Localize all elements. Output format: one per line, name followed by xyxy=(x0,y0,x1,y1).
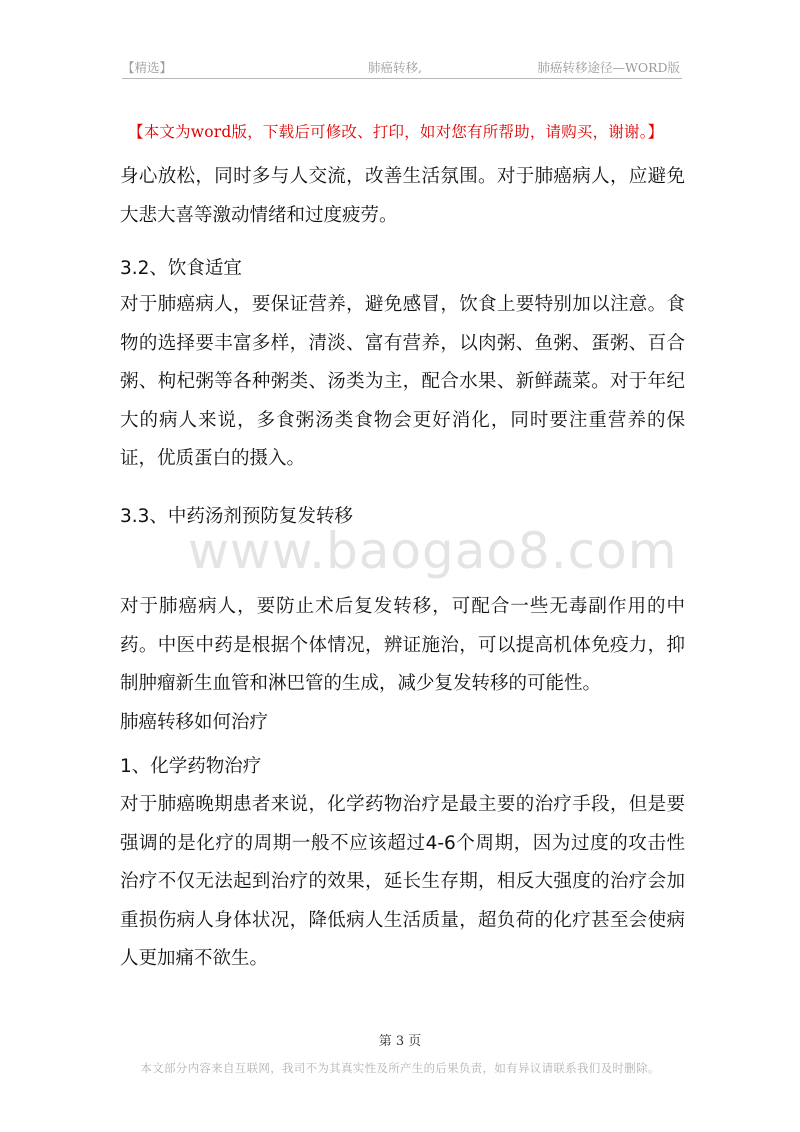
header-left-tag: 【精选】 xyxy=(122,60,173,75)
paragraph-diet: 对于肺癌病人，要保证营养，避免感冒，饮食上要特别加以注意。食物的选择要丰富多样，清淡、富有营养，以肉粥、鱼粥、蛋粥、百合粥、枸杞粥等各种粥类、汤类为主，配合水果、新鲜蔬菜。对于年纪大的病人来说，多食粥汤类食物会更好消化，同时要注重营养的保证，优质蛋白的摄入。 xyxy=(120,294,685,469)
paragraph-mind-relax: 身心放松，同时多与人交流，改善生活氛围。对于肺癌病人，应避免大悲大喜等激动情绪和过度疲劳。 xyxy=(120,166,685,226)
footer-disclaimer: 本文部分内容来自互联网，我司不为其真实性及所产生的后果负责，如有异议请联系我们及时删除。 xyxy=(140,1061,660,1075)
section-heading-treatment: 肺癌转移如何治疗 xyxy=(120,712,269,733)
watermark: www.baogao8.com xyxy=(188,522,678,580)
paragraph-chemotherapy: 对于肺癌晚期患者来说，化学药物治疗是最主要的治疗手段，但是要强调的是化疗的周期一般不应该超过4-6个周期，因为过度的攻击性治疗不仅无法起到治疗的效果，延长生存期，相反大强度的治疗会加重损伤病人身体状况，降低病人生活质量，超负荷的化疗甚至会使病人更加痛不欲生。 xyxy=(120,794,685,969)
page-number: 第 3 页 xyxy=(378,1034,422,1049)
section-heading-chemotherapy: 1、化学药物治疗 xyxy=(120,756,262,777)
paragraph-tcm: 对于肺癌病人，要防止术后复发转移，可配合一些无毒副作用的中药。中医中药是根据个体情况，辨证施治，可以提高机体免疫力，抑制肿瘤新生血管和淋巴管的生成，减少复发转移的可能性。 xyxy=(120,596,685,694)
header-right-title: 肺癌转移途径—WORD版 xyxy=(537,60,680,75)
page-header xyxy=(122,54,682,79)
purchase-notice: 【本文为word版，下载后可修改、打印，如对您有所帮助，请购买，谢谢。】 xyxy=(128,123,664,141)
section-heading-tcm: 3.3、中药汤剂预防复发转移 xyxy=(120,506,353,527)
header-middle-title: 肺癌转移, xyxy=(368,60,422,75)
section-heading-diet: 3.2、饮食适宜 xyxy=(120,258,242,279)
